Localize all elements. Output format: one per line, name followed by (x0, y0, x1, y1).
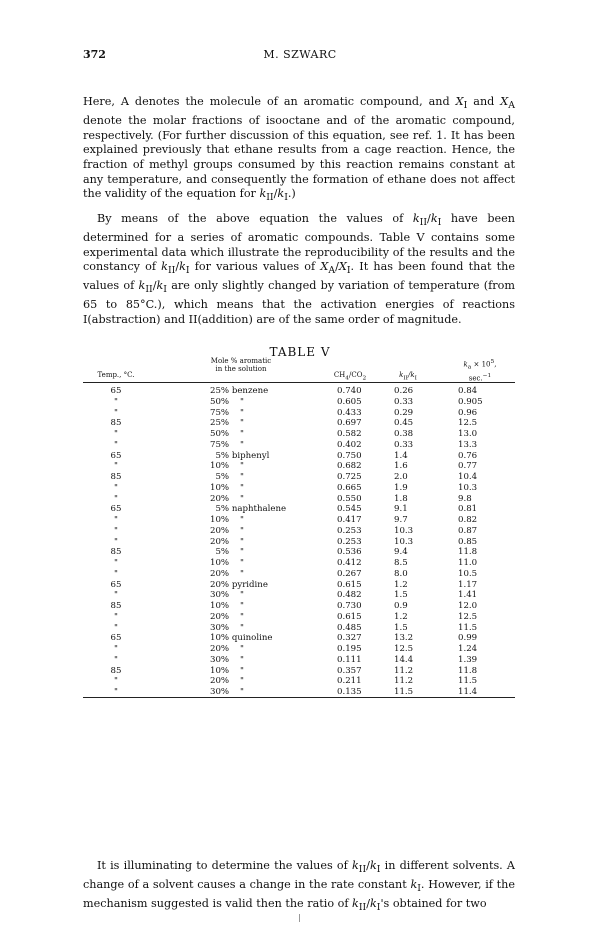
table-row (0, 451, 600, 461)
subscript: II (145, 284, 153, 296)
table-cell-ratio: 0.730 (337, 601, 362, 611)
table-cell-kp: 10.4 (458, 472, 478, 482)
table-row (0, 558, 600, 568)
table-cell-ratio: 0.550 (337, 493, 362, 504)
table-cell-ratio: 0.267 (337, 568, 362, 579)
table-cell-ratio: 0.412 (337, 558, 362, 568)
table-cell-ratio: 0.740 (337, 386, 362, 396)
table-cell-temp: " (114, 558, 118, 568)
variable: k (179, 260, 186, 274)
subscript: A (508, 100, 516, 112)
table-cell-k: 10.3 (394, 536, 414, 547)
text-run: It is illuminating to determine the values of (97, 859, 353, 872)
table-cell-k: 14.4 (394, 654, 414, 665)
table-cell-mole: 75% " (210, 439, 244, 450)
table-row (0, 580, 600, 590)
column-header-kp-line2 (448, 372, 512, 382)
table-cell-mole: 20% " (210, 611, 244, 622)
table-row (0, 633, 600, 643)
table-cell-k: 0.38 (394, 429, 414, 439)
subscript: I (437, 217, 442, 229)
table-cell-k: 2.0 (394, 472, 408, 482)
table-row (0, 569, 600, 579)
table-cell-temp: 65 (110, 450, 122, 461)
page-number: 372 (83, 48, 106, 61)
subscript: 2 (362, 375, 367, 382)
table-cell-kp: 0.87 (458, 525, 478, 536)
table-cell-mole: 50% " (210, 396, 244, 407)
variable: /k (407, 371, 415, 379)
variable: k (463, 360, 468, 369)
table-row (0, 429, 600, 439)
table-cell-k: 0.26 (394, 386, 414, 396)
variable: k (352, 859, 359, 872)
table-cell-kp: 0.81 (458, 504, 478, 515)
text-run: / (427, 212, 431, 225)
table-cell-mole: 10% " (210, 461, 244, 472)
table-cell-ratio: 0.545 (337, 504, 362, 515)
table-cell-k: 1.5 (394, 590, 408, 601)
table-cell-temp: 85 (110, 547, 122, 558)
table-cell-k: 11.2 (394, 665, 414, 676)
column-header-temp: Temp., °C. (97, 371, 135, 379)
table-cell-temp: 85 (110, 418, 122, 429)
subscript: II (358, 864, 367, 876)
table-cell-mole: 75% " (210, 407, 244, 418)
text-run: . It has been found that the values of (83, 260, 516, 293)
table-row (0, 666, 600, 676)
table-row (0, 461, 600, 471)
subscript: I (376, 864, 381, 876)
table-cell-k: 1.6 (394, 461, 408, 472)
table-cell-kp: 1.39 (458, 654, 478, 665)
table-cell-k: 8.0 (394, 568, 408, 579)
table-cell-kp: 0.85 (458, 536, 478, 547)
table-cell-kp: 11.0 (458, 558, 478, 568)
table-cell-kp: 1.24 (458, 644, 478, 654)
table-row (0, 515, 600, 525)
table-cell-mole: 10% quinoline (210, 633, 273, 644)
variable: X (500, 95, 509, 108)
table-row (0, 472, 600, 482)
table-cell-k: 9.4 (394, 547, 408, 558)
table-cell-ratio: 0.725 (337, 472, 362, 482)
table-cell-mole: 10% " (210, 558, 244, 568)
text-run: / (366, 859, 370, 872)
table-cell-ratio: 0.485 (337, 622, 362, 633)
table-cell-mole: 20% " (210, 536, 244, 547)
table-cell-ratio: 0.195 (337, 644, 362, 654)
text-run: are only slightly changed by variation of temperature (from 65 to 85°C.), which means that the activation energies of reactions I(abstraction) and II(addition) are of the same order of magnitude. (83, 279, 515, 326)
subscript: II (167, 265, 176, 277)
table-cell-kp: 12.5 (458, 418, 478, 429)
table-row (0, 418, 600, 428)
table-cell-kp: 0.99 (458, 633, 478, 644)
column-header-kp-line1 (448, 358, 512, 372)
table-cell-kp: 11.5 (458, 622, 478, 633)
table-row (0, 526, 600, 536)
table-cell-temp: " (114, 611, 118, 622)
subscript: I (376, 902, 381, 914)
table-row (0, 612, 600, 622)
table-cell-k: 1.2 (394, 611, 408, 622)
table-cell-mole: 20% pyridine (210, 579, 268, 590)
table-cell-mole: 5% " (210, 547, 244, 558)
table-cell-mole: 20% " (210, 676, 244, 687)
text-run: By means of the above equation the values of (97, 212, 413, 225)
table-cell-kp: 12.0 (458, 601, 478, 611)
column-header-kp (448, 358, 512, 382)
variable: k (410, 877, 418, 891)
table-cell-kp: 0.82 (458, 515, 478, 525)
subscript: a (467, 364, 472, 371)
text-run: Here, A denotes the molecule of an aromatic compound, and (83, 95, 456, 108)
table-cell-temp: 85 (110, 472, 122, 482)
table-cell-kp: 13.3 (458, 439, 478, 450)
table-cell-temp: " (114, 396, 118, 407)
table-cell-k: 1.4 (394, 450, 408, 461)
scan-mark (299, 914, 300, 922)
text-run: . However, if the mechanism suggested is valid then the ratio of (83, 877, 515, 910)
table-cell-temp: " (114, 407, 118, 418)
table-row (0, 687, 600, 697)
variable: k (369, 859, 377, 872)
table-cell-ratio: 0.536 (337, 547, 362, 558)
table-cell-mole: 10% " (210, 601, 244, 611)
table-row (0, 494, 600, 504)
table-bottom-rule (83, 697, 515, 698)
table-row (0, 601, 600, 611)
variable: X (338, 260, 347, 274)
table-cell-kp: 1.17 (458, 579, 478, 590)
table-cell-kp: 11.4 (458, 687, 478, 697)
table-cell-temp: 65 (110, 386, 122, 396)
table-cell-mole: 50% " (210, 429, 244, 439)
table-cell-kp: 0.77 (458, 461, 478, 472)
table-cell-k: 0.9 (394, 601, 408, 611)
text-run: / (175, 260, 180, 274)
table-cell-ratio: 0.111 (337, 654, 362, 665)
table-cell-temp: 65 (110, 579, 122, 590)
table-top-rule (83, 382, 515, 383)
superscript: −1 (482, 372, 492, 379)
variable: k (352, 896, 359, 910)
table-cell-mole: 5% naphthalene (210, 504, 287, 515)
subscript: I (185, 265, 190, 277)
table-cell-k: 0.33 (394, 396, 414, 407)
text-run: for various values of (189, 260, 321, 274)
variable: k (412, 212, 420, 225)
table-row (0, 590, 600, 600)
table-cell-k: 12.5 (394, 644, 414, 654)
table-cell-k: 1.2 (394, 579, 408, 590)
text-run: / (335, 260, 339, 274)
table-cell-ratio: 0.605 (337, 396, 362, 407)
table-cell-ratio: 0.402 (337, 439, 362, 450)
subscript: I (346, 265, 351, 277)
table-row (0, 676, 600, 686)
text-run: / (366, 896, 370, 910)
table-cell-kp: 0.76 (458, 450, 478, 461)
table-cell-k: 10.3 (394, 525, 414, 536)
table-row (0, 644, 600, 654)
text-run: in different solvents. A change of a solvent causes a change in the rate constant (83, 859, 516, 891)
table-cell-ratio: 0.750 (337, 450, 362, 461)
table-cell-temp: 85 (110, 601, 122, 611)
table-cell-temp: " (114, 525, 118, 536)
variable: k (399, 371, 404, 379)
column-header-mole (196, 357, 286, 373)
subscript: II (266, 192, 274, 204)
table-cell-temp: " (114, 687, 118, 697)
table-cell-temp: 85 (110, 665, 122, 676)
table-cell-temp: " (114, 622, 118, 633)
table-cell-kp: 11.8 (458, 547, 478, 558)
table-row (0, 440, 600, 450)
table-row (0, 483, 600, 493)
variable: k (277, 187, 285, 201)
variable: k (369, 896, 377, 910)
table-cell-temp: 65 (110, 633, 122, 644)
subscript: II (403, 375, 408, 382)
table-cell-k: 9.7 (394, 515, 408, 525)
column-header-mole-line2: in the solution (215, 365, 267, 373)
table-cell-k: 13.2 (394, 633, 414, 644)
subscript: A (328, 265, 336, 277)
table-cell-kp: 9.8 (458, 493, 472, 504)
table-cell-kp: 10.3 (458, 482, 478, 493)
table-cell-mole: 5% " (210, 472, 244, 482)
table-cell-kp: 10.5 (458, 568, 478, 579)
variable: X (320, 260, 329, 274)
table-cell-mole: 20% " (210, 568, 244, 579)
table-cell-ratio: 0.697 (337, 418, 362, 429)
table-cell-ratio: 0.327 (337, 633, 362, 644)
table-cell-temp: " (114, 482, 118, 493)
variable: k (138, 279, 146, 293)
table-cell-temp: " (114, 493, 118, 504)
table-cell-k: 1.8 (394, 493, 408, 504)
table-cell-ratio: 0.682 (337, 461, 362, 472)
variable: X (455, 95, 464, 108)
table-cell-mole: 20% " (210, 493, 244, 504)
table-cell-mole: 30% " (210, 654, 244, 665)
table-cell-temp: " (114, 590, 118, 601)
table-cell-temp: 65 (110, 504, 122, 515)
table-row (0, 655, 600, 665)
table-cell-k: 0.29 (394, 407, 414, 418)
table-cell-ratio: 0.482 (337, 590, 362, 601)
ratio-mid: /CO (349, 371, 363, 379)
table-cell-ratio: 0.665 (337, 482, 362, 493)
table-row (0, 547, 600, 557)
variable: k (259, 187, 267, 201)
running-head: M. SZWARC (263, 48, 337, 61)
table-row (0, 386, 600, 396)
table-cell-ratio: 0.253 (337, 525, 362, 536)
table-cell-temp: " (114, 515, 118, 525)
text-run: and (467, 95, 501, 108)
paragraph-3 (83, 859, 515, 916)
unit: sec. (468, 374, 483, 383)
table-cell-mole: 5% biphenyl (210, 450, 270, 461)
text-run: have been determined for a series of aromatic compounds. Table V contains some experimental data which illustrate the reproducibility of the results and the constancy of (83, 212, 515, 274)
subscript: I (414, 375, 417, 382)
comma: , (494, 360, 497, 369)
table-cell-temp: " (114, 461, 118, 472)
table-cell-mole: 25% benzene (210, 386, 269, 396)
table-cell-kp: 11.5 (458, 676, 478, 687)
variable: k (156, 279, 164, 293)
table-cell-ratio: 0.433 (337, 407, 362, 418)
table-cell-kp: 12.5 (458, 611, 478, 622)
table-cell-temp: " (114, 536, 118, 547)
table-cell-ratio: 0.211 (337, 676, 362, 687)
superscript: 5 (490, 359, 495, 365)
times-ten: × 10 (471, 360, 491, 369)
variable: k (161, 260, 168, 274)
text-run: / (273, 187, 278, 201)
column-header-ratio (325, 371, 375, 382)
table-cell-kp: 1.41 (458, 590, 478, 601)
text-run: / (152, 279, 157, 293)
column-header-k (388, 371, 428, 382)
table-cell-k: 11.5 (394, 687, 414, 697)
table-cell-temp: " (114, 644, 118, 654)
subscript: I (284, 192, 288, 204)
ratio-ch: CH (333, 371, 346, 379)
table-row (0, 397, 600, 407)
subscript: I (463, 100, 468, 112)
table-cell-mole: 10% " (210, 482, 244, 493)
table-cell-temp: " (114, 654, 118, 665)
table-cell-ratio: 0.253 (337, 536, 362, 547)
text-run: .) (287, 187, 296, 201)
table-cell-mole: 30% " (210, 687, 244, 697)
table-cell-k: 0.33 (394, 439, 414, 450)
table-cell-kp: 13.0 (458, 429, 478, 439)
table-cell-temp: " (114, 429, 118, 439)
table-cell-temp: " (114, 568, 118, 579)
table-cell-temp: " (114, 439, 118, 450)
table-cell-k: 8.5 (394, 558, 408, 568)
column-header-mole-line1: Mole % aromatic (210, 357, 272, 365)
table-cell-mole: 30% " (210, 622, 244, 633)
text-run: 's obtained for two (380, 896, 487, 910)
table-row (0, 537, 600, 547)
variable: k (430, 212, 438, 225)
table-cell-k: 1.9 (394, 482, 408, 493)
table-cell-kp: 11.8 (458, 665, 478, 676)
table-cell-ratio: 0.615 (337, 579, 362, 590)
table-cell-kp: 0.84 (458, 386, 478, 396)
subscript: II (419, 217, 428, 229)
table-cell-k: 11.2 (394, 676, 414, 687)
table-cell-kp: 0.905 (458, 396, 483, 407)
table-cell-mole: 20% " (210, 644, 244, 654)
table-cell-mole: 25% " (210, 418, 244, 429)
paragraph-1 (83, 95, 515, 206)
table-cell-ratio: 0.615 (337, 611, 362, 622)
table-cell-k: 0.45 (394, 418, 414, 429)
subscript: I (163, 284, 167, 296)
table-cell-ratio: 0.417 (337, 515, 362, 525)
subscript: II (358, 902, 367, 914)
subscript: I (417, 883, 421, 895)
table-cell-ratio: 0.582 (337, 429, 362, 439)
paragraph-2 (83, 212, 515, 328)
table-cell-k: 9.1 (394, 504, 408, 515)
table-title: TABLE V (269, 345, 331, 359)
table-cell-mole: 20% " (210, 525, 244, 536)
table-row (0, 623, 600, 633)
table-cell-mole: 10% " (210, 665, 244, 676)
text-run: denote the molar fractions of isooctane and of the aromatic compound, respectively. (For further discussion of this equation, see ref. 1. It has been explained previously that ethane results from a cage reaction. Hence, the fraction of methyl groups consumed by this reaction remains constant at any temperature, and consequently the formation of ethane does not affect the validity of the equation for (83, 113, 515, 201)
table-cell-k: 1.5 (394, 622, 408, 633)
table-cell-ratio: 0.357 (337, 665, 362, 676)
table-cell-temp: " (114, 676, 118, 687)
table-row (0, 504, 600, 514)
subscript: 4 (345, 375, 349, 382)
table-cell-kp: 0.96 (458, 407, 478, 418)
table-row (0, 408, 600, 418)
table-cell-mole: 30% " (210, 590, 244, 601)
table-cell-ratio: 0.135 (337, 687, 362, 697)
table-cell-mole: 10% " (210, 515, 244, 525)
